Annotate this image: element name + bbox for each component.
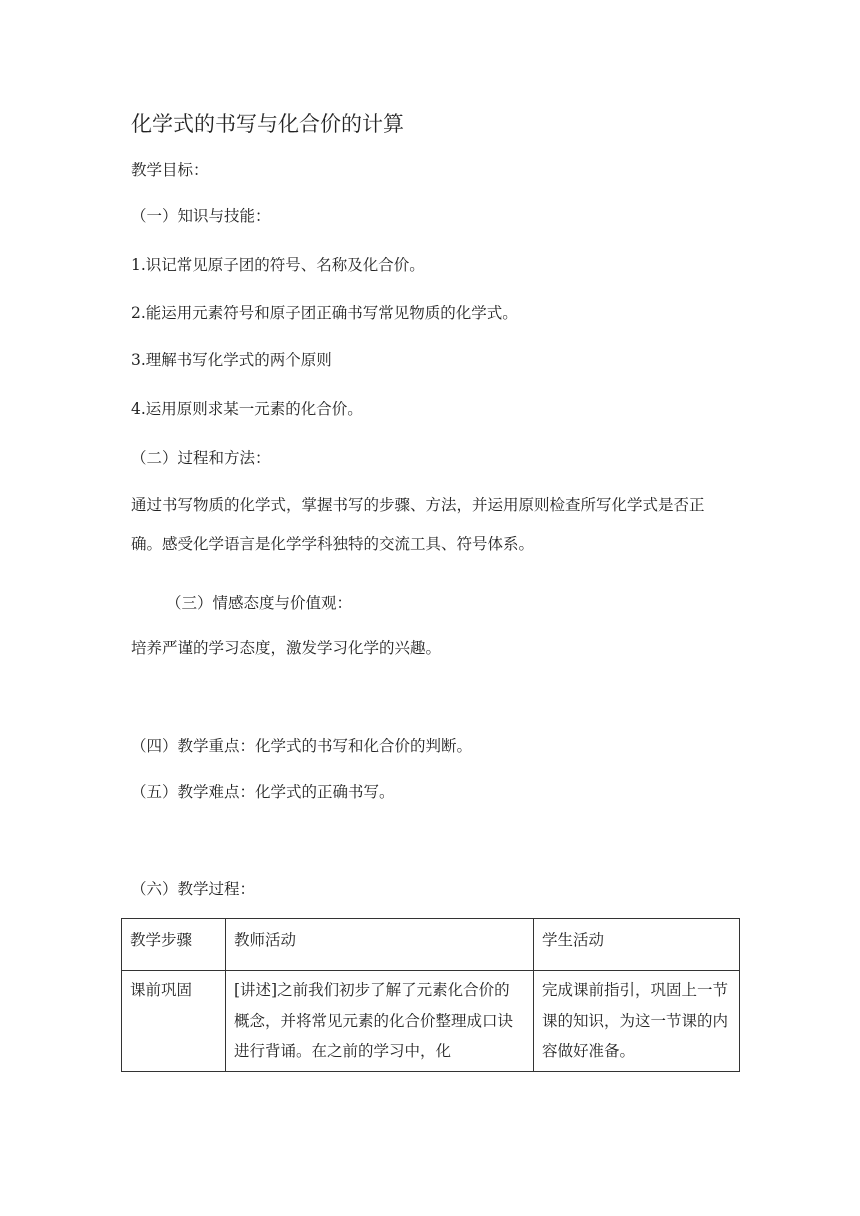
process-method-heading: （二）过程和方法： bbox=[131, 449, 271, 467]
document-title: 化学式的书写与化合价的计算 bbox=[131, 112, 404, 136]
step-cell: 课前巩固 bbox=[122, 971, 226, 1072]
process-method-text: 通过书写物质的化学式，掌握书写的步骤、方法，并运用原则检查所写化学式是否正确。感受化学语言是化学学科独特的交流工具、符号体系。 bbox=[131, 496, 705, 553]
objective-item: 2.能运用元素符号和原子团正确书写常见物质的化学式。 bbox=[131, 304, 518, 322]
knowledge-skills-heading: （一）知识与技能： bbox=[131, 207, 271, 225]
objective-item: 3.理解书写化学式的两个原则 bbox=[131, 351, 332, 369]
teacher-activity-cell: [讲述]之前我们初步了解了元素化合价的概念，并将常见元素的化合价整理成口诀进行背诵。在之前的学习中，化 bbox=[226, 971, 534, 1072]
table-header-cell: 教师活动 bbox=[226, 919, 534, 971]
teaching-difficulty: （五）教学难点：化学式的正确书写。 bbox=[131, 783, 395, 801]
objective-item: 4.运用原则求某一元素的化合价。 bbox=[131, 400, 363, 418]
teaching-key-point: （四）教学重点：化学式的书写和化合价的判断。 bbox=[131, 737, 473, 755]
objective-item: 1.识记常见原子团的符号、名称及化合价。 bbox=[131, 256, 425, 274]
table-header-cell: 教学步骤 bbox=[122, 919, 226, 971]
attitude-values-heading: （三）情感态度与价值观： bbox=[166, 594, 353, 612]
objectives-heading: 教学目标： bbox=[131, 161, 209, 179]
teaching-process-heading: （六）教学过程： bbox=[131, 880, 256, 898]
table-header-cell: 学生活动 bbox=[534, 919, 740, 971]
table-header-row bbox=[122, 919, 740, 971]
attitude-values-text: 培养严谨的学习态度，激发学习化学的兴趣。 bbox=[131, 639, 442, 657]
teaching-process-table bbox=[121, 918, 740, 1072]
student-activity-cell: 完成课前指引，巩固上一节课的知识，为这一节课的内容做好准备。 bbox=[534, 971, 740, 1072]
table-row bbox=[122, 971, 740, 1072]
